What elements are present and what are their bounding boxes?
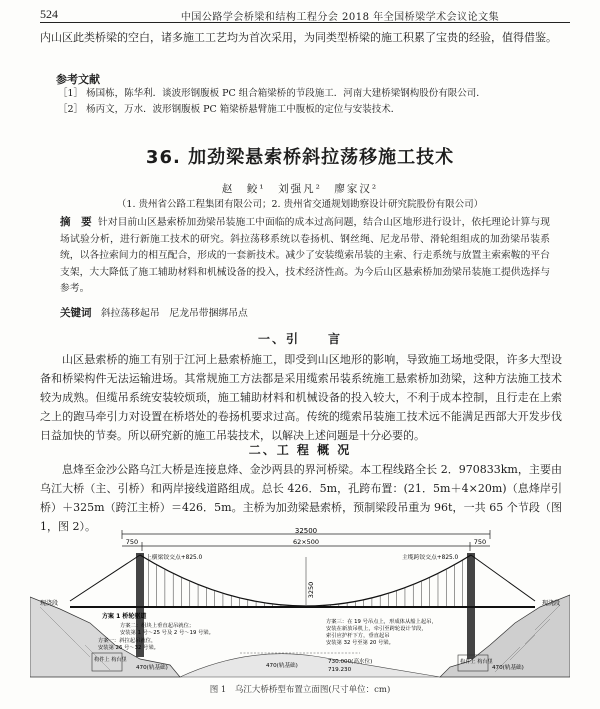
right-block-label: 构件上 构台里 (460, 659, 493, 665)
left-note-3: 方案一：斜拉起吊就位， (98, 638, 157, 644)
references-heading: 参考文献 (56, 73, 100, 86)
page-number: 524 (40, 7, 58, 21)
dim-sag: 3250 (307, 581, 315, 599)
label-left-anchor: 现浇段 (40, 600, 59, 607)
left-note-2: 安装第 1 号～25 号及 2 号～19 号梁。 (120, 630, 214, 636)
keywords (60, 305, 550, 323)
section-2-text: 息烽至金沙公路乌江大桥是连接息烽、金沙两县的界河桥梁。本工程线路全长 2．970833km，主要由乌江大桥（主、引桥）和两岸接线道路组成。总长 426．5m，孔跨布置：(21．5m＋4×20m)（息烽岸引桥）＋325m（跨江主桥）＝426．5m。主桥为加劲梁悬索桥，预制梁段吊重为 96t，一共 65 个节段（图 1，图 2）。 (40, 463, 562, 533)
river-bed (180, 654, 440, 677)
left-note-title: 方案 1 桥轮驱道 (102, 613, 147, 620)
article-title: 36. 加劲梁悬索桥斜拉荡移施工技术 (145, 147, 455, 168)
right-note-1: 方案三：在 19 号吊点上，形成体从船上起吊， (326, 619, 437, 625)
running-header (40, 6, 570, 23)
right-backstay (471, 555, 535, 601)
label-left-pier-top: 上横梁铰交点+825.0 (146, 555, 203, 561)
right-note-4: 安装第 32 号至第 20 号梁。 (326, 640, 394, 646)
article-affiliation: （1. 贵州省公路工程集团有限公司；2. 贵州省交通规划勘察设计研究院股份有限公司） (116, 199, 484, 210)
keywords-text: 斜拉荡移起吊 尼龙吊带捆绑吊点 (100, 308, 248, 319)
abstract (60, 214, 550, 298)
keywords-label: 关键词 (60, 307, 92, 319)
article-authors: 赵 鲛¹ 刘强凡² 廖家汉² (221, 183, 379, 195)
reference-item-2: ［2］ 杨丙文，万水．波形钢腹板 PC 箱梁桥悬臂施工中腹板的定位与安装技术． (58, 104, 401, 115)
section-2-heading: 二、工 程 概 况 (248, 443, 352, 457)
mid-elevation-2: 730.000(高水位) (328, 659, 373, 665)
right-note-3: 索引应护杆下方，垂直起吊 (326, 633, 390, 639)
left-backstay (70, 555, 140, 601)
dim-right: 750 (473, 538, 487, 546)
abstract-label: 摘 要 (60, 216, 92, 228)
left-block-label: 构件上 构台里 (94, 657, 127, 663)
dim-left: 750 (125, 538, 139, 546)
dim-mid: 62×500 (292, 538, 320, 546)
intro-paragraph: 内山区此类桥梁的空白，诸多施工工艺均为首次采用，为同类型桥梁的施工积累了宝贵的经验，值得借鉴。 (40, 31, 557, 44)
section-1-heading: 一、引 言 (257, 332, 342, 346)
label-right-pier-top: 主缆跨铰交点+825.0 (402, 555, 459, 561)
right-elevation: 470(轨基础) (492, 665, 524, 671)
left-note-1: 方案二：组块上垂直起吊就位； (120, 623, 195, 629)
label-right-anchor: 现浇段 (542, 600, 561, 607)
conference-title: 中国公路学会桥梁和结构工程分会 2018 年全国桥梁学术会议论文集 (180, 12, 500, 23)
reference-item-1: ［1］ 杨国栋，陈华利．谈波形钢腹板 PC 组合箱梁桥的节段施工．河南大建桥梁钢构股份有限公司． (58, 88, 486, 99)
mid-elevation-3: 719.230 (328, 667, 352, 673)
right-note-2: 安装在新放吊机上，牵引至跨轮设计节段， (326, 626, 427, 632)
abstract-text: 针对目前山区悬索桥加劲梁吊装施工中面临的成本过高问题，结合山区地形进行设计，依托理论计算与现场试验分析，进行新施工技术的研究。斜拉荡移系统以卷扬机、钢丝绳、尼龙吊带、滑轮组组成的加劲梁吊装系统，以各拉索间力的相互配合，形成的一套新技术。减少了安装缆索吊装的主索、行走系统与放置主索索鞍的平台支架，大大降低了施工辅助材料和机械设备的投入，技术经济性高。为今后山区悬索桥加劲梁吊装施工提供选择与参考。 (60, 217, 551, 295)
mid-elevation-1: 470(轨基础) (266, 663, 298, 669)
left-elevation: 470(轨基础) (136, 665, 168, 671)
figure-caption: 图 1 乌江大桥桥型布置立面图(尺寸单位：cm) (209, 685, 391, 695)
left-note-4: 安装第 26 号～32 号梁。 (98, 645, 159, 651)
section-1-text: 山区悬索桥的施工有别于江河上悬索桥施工，即受到山区地形的影响，导致施工场地受限，许多大型设备和桥梁构件无法运输进场。其常规施工方法都是采用缆索吊装系统施工悬索桥加劲梁，这种方法施工技术较为成熟。但缆吊系统安装较烦琐，施工辅助材料和机械设备的投入较大，不利于成本控制，且行走在上索之上的跑马牵引力对设置在桥塔处的卷扬机要求过高。传统的缆索吊装施工技术远不能满足西部大开发步伐日益加快的节奏。所以研究新的施工吊装技术，以解决上述问题是十分必要的。 (40, 353, 562, 442)
dim-total: 32500 (294, 527, 318, 535)
bridge-elevation-figure (30, 527, 570, 681)
